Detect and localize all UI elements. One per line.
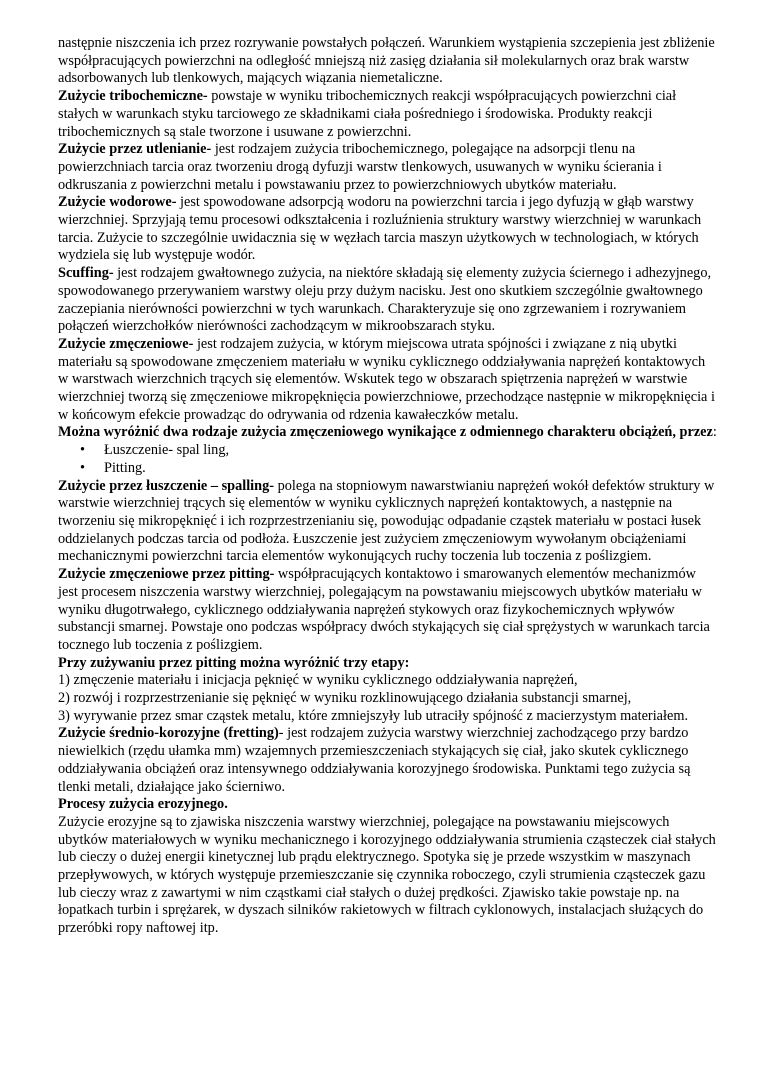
term-label: Scuffing- — [58, 265, 114, 282]
list-item — [58, 442, 718, 460]
fatigue-types-heading — [58, 424, 718, 442]
list-item-text: Łuszczenie- spal ling, — [104, 442, 230, 459]
paragraph-text: - jest rodzajem zużycia warstwy wierzchniej zachodzącego przy bardzo niewielkich (rzędu ułamka mm) wzajemnych przemieszczeniach stykających się ciał, jako skutek cyklicznego oddziaływania obciążeń oraz intensywnego oddziaływania korozyjnego środowiska. Punktami tego zużycia są tlenki metali, działające jako ścierniwo. — [58, 725, 691, 795]
pitting-stages-heading: Przy zużywaniu przez pitting można wyróżnić trzy etapy: — [58, 654, 410, 671]
paragraph-text: następnie niszczenia ich przez rozrywanie powstałych połączeń. Warunkiem wystąpienia szczepienia jest zbliżenie współpracujących powierzchni na odległość mniejszą niż zasięg działania sił molekularnych oraz brak warstw adsorbowanych lub tlenkowych, mających wiązania niemetaliczne. — [58, 35, 715, 87]
paragraph-text: współpracujących kontaktowo i smarowanych elementów mechanizmów jest procesem niszczenia warstwy wierzchniej, polegającym na powstawaniu miejscowych ubytków materiału w wyniku długotrwałego, cyklicznego oddziaływania naprężeń stykowych oraz fizykochemicznych wpływów substancji smarnej. Powstaje ono podczas współpracy dwóch stykających się ciał sprężystych w warunkach tarcia tocznego lub toczenia z poślizgiem. — [58, 566, 710, 653]
paragraph-text: jest rodzajem zużycia, w którym miejscowa utrata spójności i związane z nią ubytki materiału są spowodowane zmęczeniem materiału w wyniku cyklicznego oddziaływania naprężeń kontaktowych w warstwach wierzchnich trących się elementów. Wskutek tego w obszarach spiętrzenia naprężeń w warstwie wierzchniej tworzą się zmęczeniowe mikropęknięcia powierzchniowe, przechodzące następnie w mikropęknięcia i w końcowym efekcie prowadząc do odrywania od rdzenia kawałeczków metalu. — [58, 335, 715, 423]
list-item — [58, 460, 718, 478]
pitting-stage-item: 1) zmęczenie materiału i inicjacja pęknięć w wyniku cyklicznego oddziaływania naprężeń, — [58, 672, 578, 689]
term-label: Zużycie przez utlenianie- — [58, 141, 212, 158]
paragraph-pitting — [58, 566, 718, 655]
erosion-heading: Procesy zużycia erozyjnego. — [58, 796, 228, 813]
term-label: Zużycie wodorowe- — [58, 194, 177, 211]
list-item-text: Pitting. — [104, 459, 146, 476]
paragraph-spalling — [58, 478, 718, 567]
term-label: Zużycie zmęczeniowe- — [58, 335, 194, 352]
heading-colon: : — [712, 424, 717, 441]
paragraph-text: polega na stopniowym nawarstwianiu naprężeń wokół defektów struktury w warstwie wierzchniej trących się elementów w wyniku cyklicznych naprężeń kontaktowych, a następnie na tworzeniu się mikropęknięć i ich rozprzestrzenianiu się, powodując odpadanie cząstek materiału w postaci łusek oddzielanych podczas tarcia od podłoża. Łuszczenie jest zużyciem zmęczeniowym wywołanym obciążeniami mechanicznymi powierzchni tarcia elementów wykonujących ruchy toczenia lub toczenia z poślizgiem. — [58, 477, 715, 565]
bullet-icon: • — [80, 459, 86, 476]
paragraph-fatigue-wear — [58, 336, 718, 425]
term-label: Zużycie przez łuszczenie – spalling- — [58, 477, 275, 494]
term-label: Zużycie średnio-korozyjne (fretting) — [58, 725, 279, 742]
bullet-icon: • — [80, 442, 86, 459]
paragraph-oxidation-wear — [58, 141, 718, 194]
term-label: Zużycie tribochemiczne- — [58, 88, 208, 105]
pitting-stage-item: 2) rozwój i rozprzestrzenianie się pęknięć w wyniku rozklinowującego działania substancji smarnej, — [58, 690, 632, 707]
document-page — [58, 35, 718, 938]
fatigue-types-list — [58, 442, 718, 477]
paragraph-text: jest rodzajem zużycia tribochemicznego, polegające na adsorpcji tlenu na powierzchniach tarcia oraz tworzeniu drogą dyfuzji warstw tlenkowych, usuwanych w wyniku ścierania i odkruszania z powierzchni metalu i powstawaniu przez to powierzchniowych ubytków materiału. — [58, 141, 662, 193]
paragraph-scuffing — [58, 265, 718, 336]
heading-text: Można wyróżnić dwa rodzaje zużycia zmęczeniowego wynikające z odmiennego charakteru obciążeń, przez — [58, 424, 713, 441]
paragraph-text: jest spowodowane adsorpcją wodoru na powierzchni tarcia i jego dyfuzją w głąb warstwy wierzchniej. Sprzyjają temu procesowi odkształcenia i rozluźnienia struktury warstwy wierzchniej w warunkach tarcia. Zużycie to szczególnie uwidacznia się w węzłach tarcia maszyn użytkowych w technologiach, w których wydziela się lub występuje wodór. — [58, 194, 702, 264]
paragraph-adhesion-continuation — [58, 35, 718, 88]
paragraph-text: jest rodzajem gwałtownego zużycia, na niektóre składają się elementy zużycia ściernego i adhezyjnego, spowodowanego przerywaniem warstwy oleju przy dużym nacisku. Jest ono skutkiem szczególnie gwałtownego zaczepiania nierówności powierzchni w tych warunkach. Charakteryzuje się ono zgrzewaniem i rozrywaniem połączeń wierzchołków nierówności zachodzącym w mikroobszarach styku. — [58, 265, 712, 335]
paragraph-erosion: Zużycie erozyjne są to zjawiska niszczenia warstwy wierzchniej, polegające na powstawaniu miejscowych ubytków materiałowych w wyniku mechanicznego i korozyjnego oddziaływania strumienia cząsteczek ciał stałych lub cieczy o dużej energii kinetycznej lub prądu elektrycznego. Spotyka się je przede wszystkim w maszynach przepływowych, w których występuje przemieszczanie się czynnika roboczego, czyli strumienia cząsteczek gazu lub cieczy wraz z zawartymi w nim cząstkami ciał stałych o dużej prędkości. Zjawisko takie powstaje np. na łopatkach turbin i sprężarek, w dyszach silników rakietowych w filtrach cyklonowych, instalacjach służących do przeróbki ropy naftowej itp. — [58, 813, 716, 937]
pitting-stage-item: 3) wyrywanie przez smar cząstek metalu, które zmniejszyły lub utraciły spójność z macierzystym materiałem. — [58, 707, 689, 724]
paragraph-tribochemical-wear — [58, 88, 718, 141]
paragraph-hydrogen-wear — [58, 194, 718, 265]
paragraph-text: powstaje w wyniku tribochemicznych reakcji współpracujących powierzchni ciał stałych w warunkach styku tarciowego ze składnikami ciała pośredniego i środowiska. Produkty reakcji tribochemicznych są stale tworzone i usuwane z powierzchni. — [58, 88, 677, 140]
paragraph-fretting — [58, 725, 718, 796]
term-label: Zużycie zmęczeniowe przez pitting- — [58, 566, 275, 583]
